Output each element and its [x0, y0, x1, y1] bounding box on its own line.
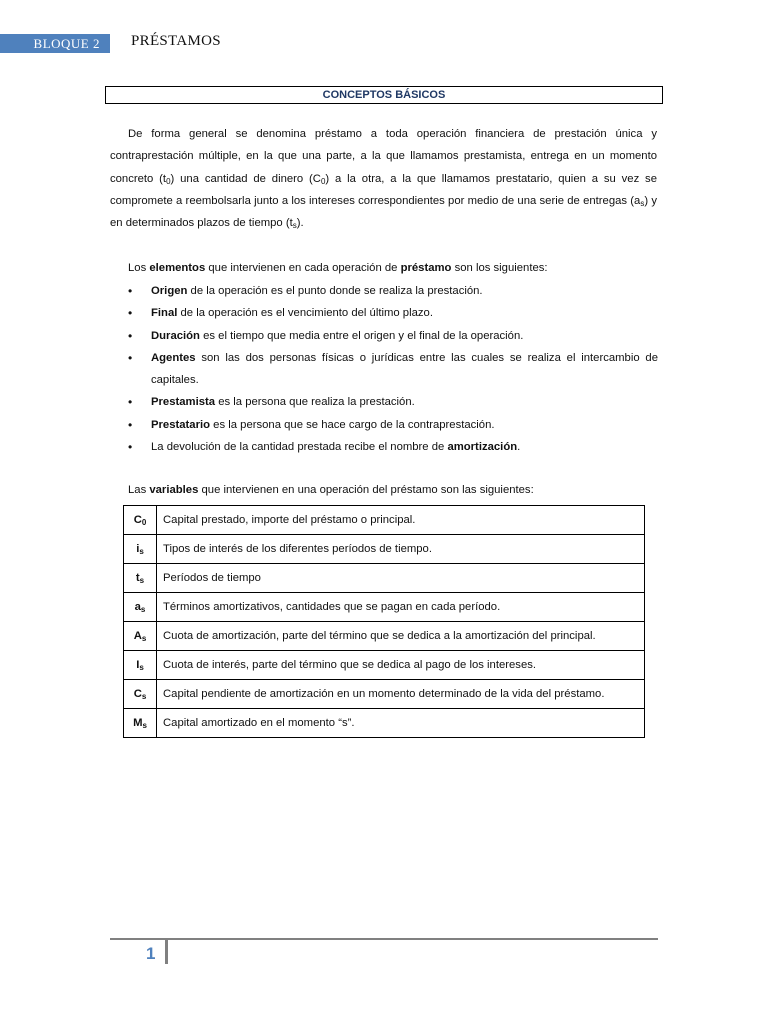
variable-description: Capital amortizado en el momento “s”.	[157, 709, 645, 738]
footer-rule	[110, 938, 658, 940]
item-text: de la operación es el punto donde se realiza la prestación.	[187, 285, 483, 297]
para-sub-3: s	[640, 198, 645, 208]
list-item	[128, 280, 658, 302]
variables-table	[123, 505, 645, 738]
variable-symbol: $M_s$	[124, 709, 157, 738]
variable-description: Cuota de amortización, parte del término que se dedica a la amortización del principal.	[157, 622, 645, 651]
intro-middle: que intervienen en cada operación de	[205, 262, 401, 274]
bullet-icon: •	[128, 440, 133, 455]
item-term: Prestatario	[151, 418, 211, 431]
bullet-icon: •	[128, 328, 133, 343]
list-item	[128, 325, 658, 347]
item-text: es el tiempo que media entre el origen y el final de la operación.	[199, 329, 524, 342]
variable-symbol: $t_s$	[124, 564, 157, 593]
para-text-5: ).	[296, 217, 304, 230]
item-text: de la operación es el vencimiento del último plazo.	[177, 307, 433, 320]
para-text-3: ) a la otra, a la que llamamos prestatario, quien a su vez se compromete a reembolsarla junto a los intereses correspondientes por medio de una serie de entregas (a	[110, 172, 657, 207]
page-number-divider	[165, 940, 168, 964]
vars-intro-before: Las	[128, 484, 150, 496]
variable-description: Capital pendiente de amortización en un momento determinado de la vida del préstamo.	[157, 680, 645, 709]
item-tail: .	[517, 441, 521, 454]
intro-bold-elementos: elementos	[149, 262, 206, 274]
definition-paragraph	[110, 123, 657, 234]
table-row	[124, 709, 645, 738]
variable-symbol: $C_s$	[124, 680, 157, 709]
intro-after: son los siguientes:	[451, 262, 548, 274]
variable-description: Cuota de interés, parte del término que se dedica al pago de los intereses.	[157, 651, 645, 680]
table-row	[124, 535, 645, 564]
list-item	[128, 302, 658, 324]
item-term: Origen	[151, 285, 188, 297]
bullet-icon: •	[128, 350, 133, 365]
para-sub-1: 0	[166, 176, 171, 186]
item-text: es la persona que se hace cargo de la contraprestación.	[210, 418, 495, 431]
variable-symbol: $a_s$	[124, 593, 157, 622]
variable-description: Tipos de interés de los diferentes períodos de tiempo.	[157, 535, 645, 564]
item-term-end: amortización	[447, 441, 518, 454]
page-title: PRÉSTAMOS	[131, 33, 221, 49]
bullet-icon: •	[128, 417, 133, 432]
para-sub-4: s	[292, 221, 297, 231]
item-text: La devolución de la cantidad prestada recibe el nombre de	[151, 441, 448, 454]
variable-description: Términos amortizativos, cantidades que se pagan en cada período.	[157, 593, 645, 622]
bullet-icon: •	[128, 395, 133, 410]
variables-intro	[128, 480, 534, 500]
variable-description: Períodos de tiempo	[157, 564, 645, 593]
item-text: son las dos personas físicas o jurídicas entre las cuales se realiza el intercambio de capitales.	[151, 351, 658, 387]
variable-symbol: $i_s$	[124, 535, 157, 564]
list-item	[128, 347, 658, 392]
block-badge	[0, 34, 110, 53]
page-number: 1	[146, 944, 156, 963]
variable-symbol: $A_s$	[124, 622, 157, 651]
bullet-icon: •	[128, 306, 133, 321]
bullet-icon: •	[128, 284, 133, 298]
block-label: BLOQUE 2	[33, 35, 100, 51]
para-text-4: ) y en determinados plazos de tiempo (t	[110, 194, 657, 230]
table-row	[124, 680, 645, 709]
item-text: es la persona que realiza la prestación.	[215, 396, 415, 409]
variable-description: Capital prestado, importe del préstamo o principal.	[157, 506, 645, 535]
table-row	[124, 622, 645, 651]
section-title-box	[105, 86, 663, 104]
table-row	[124, 564, 645, 593]
item-term: Agentes	[151, 351, 196, 364]
vars-intro-after: que intervienen en una operación del préstamo son las siguientes:	[198, 484, 534, 496]
intro-before: Los	[128, 262, 150, 274]
table-row	[124, 593, 645, 622]
intro-bold-prestamo: préstamo	[400, 262, 452, 274]
table-row	[124, 651, 645, 680]
item-term: Final	[151, 307, 178, 320]
variable-symbol: $I_s$	[124, 651, 157, 680]
item-term: Prestamista	[151, 396, 216, 409]
para-text-1: De forma general se denomina préstamo a toda operación financiera de prestación única y contraprestación múltiple, en la que una parte, a la que llamamos prestamista, entrega en un momento concreto (t	[110, 128, 657, 185]
list-item	[128, 436, 658, 458]
table-row	[124, 506, 645, 535]
variable-symbol: $C_0$	[124, 506, 157, 535]
item-term: Duración	[151, 329, 200, 342]
section-title: CONCEPTOS BÁSICOS	[322, 89, 446, 101]
para-text-2: ) una cantidad de dinero (C	[170, 172, 321, 185]
list-item	[128, 414, 658, 436]
para-sub-2: 0	[320, 176, 326, 186]
elements-list	[128, 280, 658, 458]
elements-intro	[128, 258, 548, 278]
list-item	[128, 391, 658, 413]
vars-intro-bold: variables	[149, 484, 199, 496]
